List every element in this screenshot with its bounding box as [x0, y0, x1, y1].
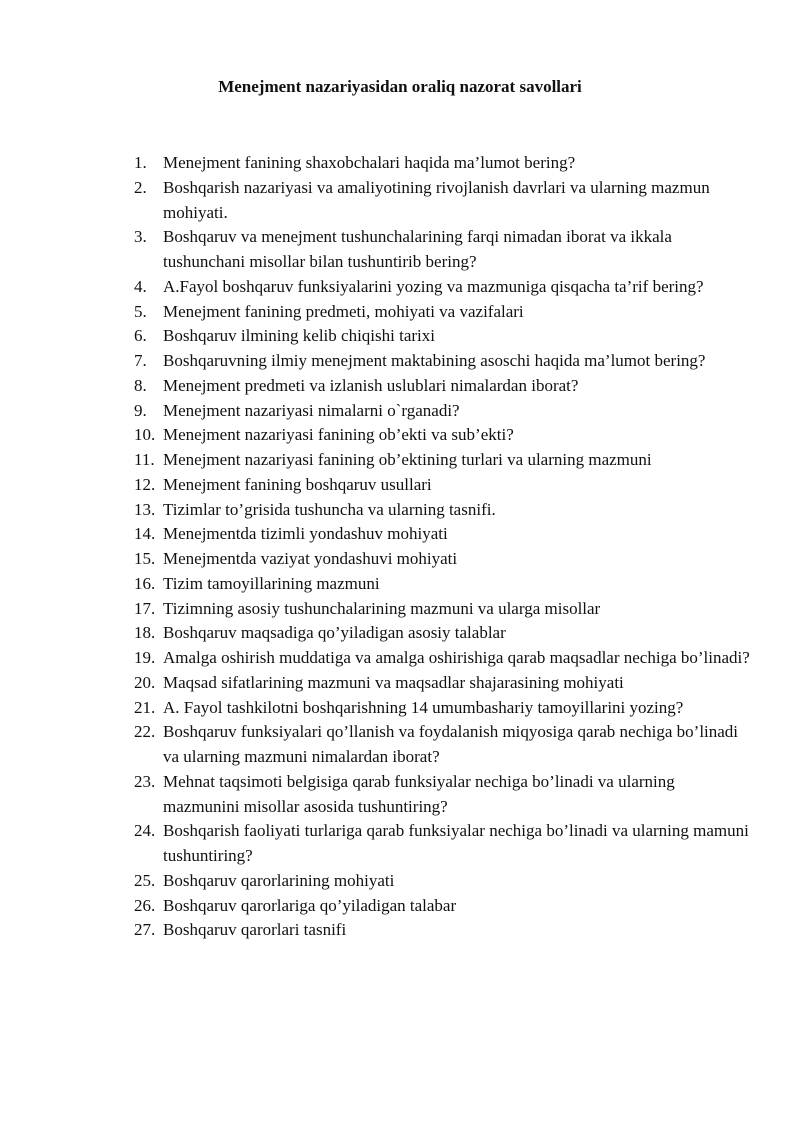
page-title: Menejment nazariyasidan oraliq nazorat savollari	[218, 77, 582, 96]
question-text: Boshqarish faoliyati turlariga qarab funksiyalar nechiga bo’linadi va ularning mamuni tushuntiring?	[163, 821, 749, 865]
question-number: 1.	[134, 153, 147, 172]
question-number: 19.	[134, 648, 156, 667]
question-item	[134, 869, 750, 894]
question-number: 23.	[134, 771, 156, 791]
question-number: 20.	[134, 672, 156, 692]
question-number: 16.	[134, 573, 156, 593]
question-item	[134, 572, 750, 597]
question-text: Maqsad sifatlarining mazmuni va maqsadlar shajarasining mohiyati	[163, 672, 624, 692]
question-item	[134, 720, 750, 770]
question-number: 22.	[134, 722, 156, 742]
question-item	[134, 819, 750, 869]
question-item	[134, 374, 750, 399]
question-number: 21.	[134, 697, 156, 717]
question-item	[134, 522, 750, 547]
question-item	[134, 894, 750, 919]
question-text: Menejmentda tizimli yondashuv mohiyati	[163, 524, 448, 544]
question-number: 27.	[134, 920, 156, 940]
question-text: Tizimlar to’grisida tushuncha va ularning tasnifi.	[163, 499, 496, 519]
question-number: 11.	[134, 450, 155, 469]
question-number: 9.	[134, 400, 147, 420]
question-text: Menejment fanining boshqaruv usullari	[163, 474, 432, 494]
question-number: 18.	[134, 623, 156, 643]
question-item	[134, 671, 750, 696]
question-item	[134, 300, 750, 325]
question-text: Menejment fanining shaxobchalari haqida ma’lumot bering?	[163, 153, 576, 172]
question-item	[134, 349, 750, 374]
question-item	[134, 646, 750, 671]
question-text: Menejment nazariyasi nimalarni o`rganadi?	[163, 400, 460, 420]
question-number: 2.	[134, 177, 147, 197]
question-number: 8.	[134, 375, 147, 395]
question-text: Menejmentda vaziyat yondashuvi mohiyati	[163, 549, 458, 568]
question-text: Boshqaruvning ilmiy menejment maktabining asoschi haqida ma’lumot bering?	[163, 351, 706, 370]
question-text: A. Fayol tashkilotni boshqarishning 14 umumbashariy tamoyillarini yozing?	[163, 697, 684, 717]
question-number: 7.	[134, 351, 147, 370]
question-item	[134, 151, 750, 176]
question-item	[134, 498, 750, 523]
question-item	[134, 399, 750, 424]
question-number: 15.	[134, 549, 156, 568]
question-item	[134, 918, 750, 943]
question-text: Tizim tamoyillarining mazmuni	[163, 573, 380, 593]
question-text: Boshqaruv qarorlari tasnifi	[163, 920, 347, 940]
question-number: 13.	[134, 499, 156, 519]
question-item	[134, 621, 750, 646]
question-number: 25.	[134, 870, 156, 890]
question-number: 26.	[134, 895, 156, 915]
question-number: 6.	[134, 326, 147, 346]
question-number: 17.	[134, 598, 156, 618]
question-text: Boshqaruv funksiyalari qo’llanish va foydalanish miqyosiga qarab nechiga bo’linadi va ularning mazmuni nimalardan iborat?	[163, 722, 739, 766]
question-item	[134, 696, 750, 721]
question-item	[134, 275, 750, 300]
question-item	[134, 176, 750, 226]
question-text: Menejment fanining predmeti, mohiyati va vazifalari	[163, 301, 524, 321]
question-text: Boshqaruv maqsadiga qo’yiladigan asosiy talablar	[163, 623, 506, 643]
question-item	[134, 225, 750, 275]
question-item	[134, 770, 750, 820]
question-number: 14.	[134, 524, 156, 544]
question-text: Tizimning asosiy tushunchalarining mazmuni va ularga misollar	[163, 598, 601, 618]
question-text: Boshqarish nazariyasi va amaliyotining rivojlanish davrlari va ularning mazmun mohiyati.	[163, 177, 710, 222]
question-item	[134, 473, 750, 498]
question-item	[134, 448, 750, 473]
question-number: 12.	[134, 474, 156, 494]
question-text: Boshqaruv ilmining kelib chiqishi tarixi	[163, 326, 435, 346]
question-number: 10.	[134, 425, 156, 445]
question-text: Boshqaruv qarorlariga qo’yiladigan talabar	[163, 895, 457, 915]
question-text: A.Fayol boshqaruv funksiyalarini yozing va mazmuniga qisqacha ta’rif bering?	[163, 276, 704, 296]
question-item	[134, 423, 750, 448]
question-number: 5.	[134, 301, 147, 321]
question-number: 3.	[134, 227, 147, 247]
question-list	[134, 151, 750, 943]
question-text: Menejment nazariyasi fanining ob’ektining turlari va ularning mazmuni	[163, 450, 652, 469]
question-number: 4.	[134, 276, 147, 296]
question-item	[134, 547, 750, 572]
question-text: Mehnat taqsimoti belgisiga qarab funksiyalar nechiga bo’linadi va ularning mazmunini misollar asosida tushuntiring?	[163, 771, 675, 816]
question-text: Boshqaruv qarorlarining mohiyati	[163, 870, 395, 890]
question-item	[134, 324, 750, 349]
question-text: Menejment predmeti va izlanish uslublari nimalardan iborat?	[163, 375, 579, 395]
question-text: Boshqaruv va menejment tushunchalarining farqi nimadan iborat va ikkala tushunchani misollar bilan tushuntirib bering?	[163, 227, 672, 271]
question-item	[134, 597, 750, 622]
question-text: Menejment nazariyasi fanining ob’ekti va sub’ekti?	[163, 425, 514, 445]
question-text: Amalga oshirish muddatiga va amalga oshirishiga qarab maqsadlar nechiga bo’linadi?	[163, 648, 750, 667]
question-number: 24.	[134, 821, 156, 841]
